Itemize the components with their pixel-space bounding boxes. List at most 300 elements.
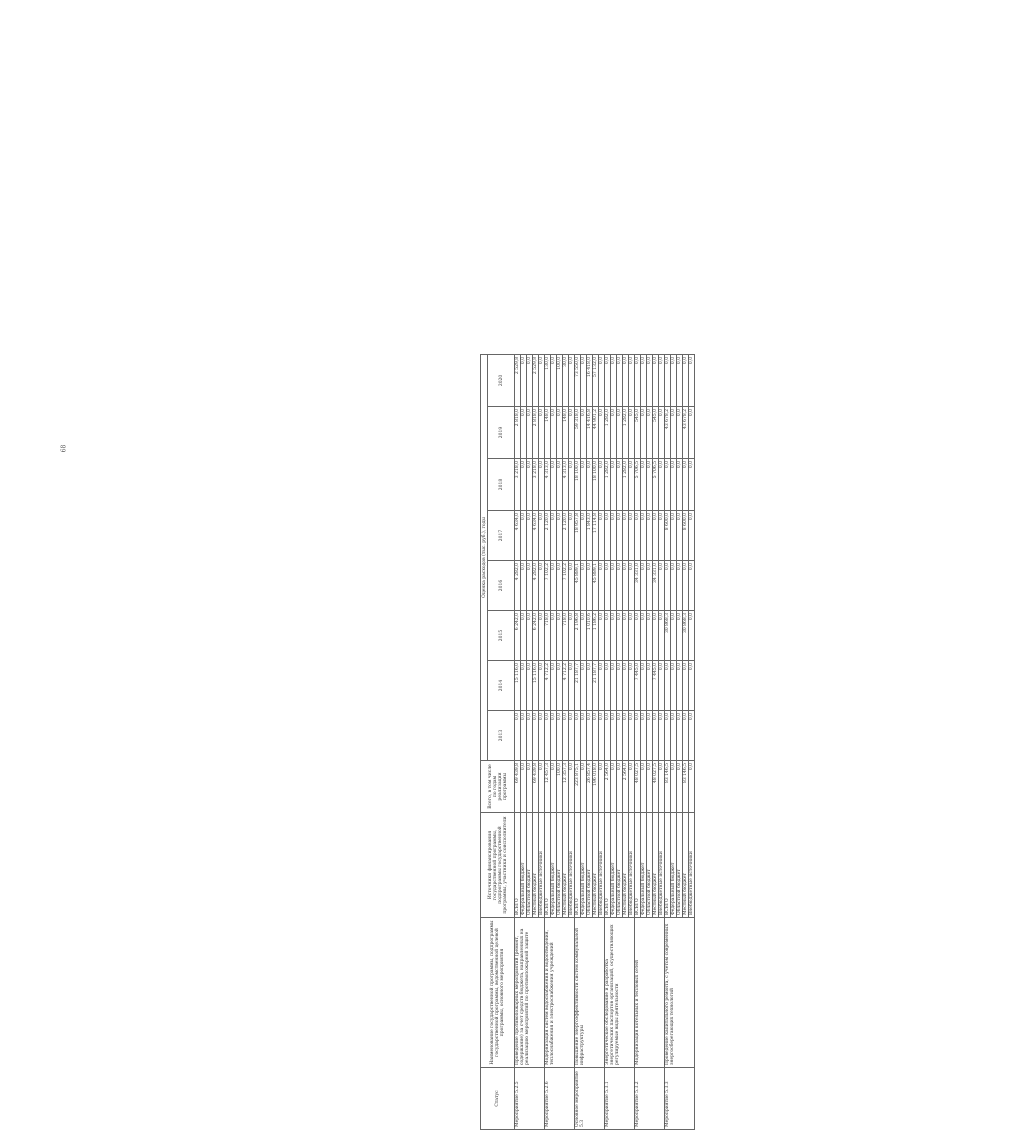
row-value: 0,0 xyxy=(617,661,623,711)
row-value: 0,0 xyxy=(539,611,545,661)
row-source: Внебюджетные источники xyxy=(599,813,605,918)
row-value: 1 186,2 xyxy=(593,611,599,661)
row-status: Мероприятие 5.3.3 xyxy=(665,1068,695,1130)
row-source: Областной бюджет xyxy=(587,813,593,918)
row-value: 0,0 xyxy=(539,761,545,813)
row-value: 0,0 xyxy=(689,561,695,611)
row-value: 18 100,0 xyxy=(575,459,581,511)
row-value: 4 634,0 xyxy=(533,511,539,561)
row-value: 0,0 xyxy=(647,711,653,761)
row-value: 0,0 xyxy=(641,561,647,611)
row-source: Местный бюджет xyxy=(593,813,599,918)
row-value: 0,0 xyxy=(557,459,563,511)
row-source: Местный бюджет xyxy=(653,813,659,918)
row-value: 0,0 xyxy=(617,354,623,406)
row-value: 2 564,0 xyxy=(623,761,629,813)
row-value: 0,0 xyxy=(659,354,665,406)
page-number: 68 xyxy=(60,444,68,453)
row-value: 0,0 xyxy=(611,354,617,406)
row-source: Областной бюджет xyxy=(617,813,623,918)
row-value: 18 100,0 xyxy=(593,459,599,511)
row-value: 30,0 xyxy=(563,354,569,406)
row-value: 0,0 xyxy=(599,611,605,661)
row-value: 2 529,8 xyxy=(533,354,539,406)
row-value: 0,0 xyxy=(557,511,563,561)
row-value: 0,0 xyxy=(689,354,695,406)
row-value: 0,0 xyxy=(683,561,689,611)
row-value: 0,0 xyxy=(623,611,629,661)
header-group: Оценка расходов (тыс. руб.), годы xyxy=(481,354,488,760)
row-value: 48 027,5 xyxy=(635,761,641,813)
row-value: 545,0 xyxy=(635,407,641,459)
row-source: Федеральный бюджет xyxy=(521,813,527,918)
row-value: 0,0 xyxy=(617,761,623,813)
row-value: 0,0 xyxy=(515,711,521,761)
row-value: 4 282,0 xyxy=(515,561,521,611)
header-name: Наименование государственной программы, подпрограммы государственной программы, ведомственной целевой программы, основного мероприятия xyxy=(481,918,515,1068)
row-value: 43 678,2 xyxy=(665,407,671,459)
row-value: 0,0 xyxy=(611,459,617,511)
row-value: 0,0 xyxy=(629,354,635,406)
row-value: 0,0 xyxy=(659,459,665,511)
row-value: 0,0 xyxy=(551,407,557,459)
row-value: 223 875,1 xyxy=(575,761,581,813)
row-value: 0,0 xyxy=(641,661,647,711)
row-value: 0,0 xyxy=(671,561,677,611)
row-value: 0,0 xyxy=(599,561,605,611)
row-source: Внебюджетные источники xyxy=(569,813,575,918)
row-status: Мероприятие 5.2.6 xyxy=(545,1068,575,1130)
row-value: 2 818,0 xyxy=(515,407,521,459)
row-value: 0,0 xyxy=(551,761,557,813)
row-value: 30 868,3 xyxy=(683,611,689,661)
row-value: 21 187,7 xyxy=(575,661,581,711)
row-value: 0,0 xyxy=(569,761,575,813)
row-value: 0,0 xyxy=(635,354,641,406)
row-value: 0,0 xyxy=(617,459,623,511)
row-value: 1 282,0 xyxy=(605,459,611,511)
row-value: 0,0 xyxy=(659,711,665,761)
row-value: 0,0 xyxy=(539,561,545,611)
row-value: 0,0 xyxy=(677,561,683,611)
header-year: 2013 xyxy=(488,711,515,761)
row-value: 0,0 xyxy=(587,459,593,511)
header-total: Всего, в том числе по годам реализации программы xyxy=(481,761,515,813)
row-value: 0,0 xyxy=(629,611,635,661)
row-value: 0,0 xyxy=(569,354,575,406)
row-value: 0,0 xyxy=(623,711,629,761)
row-value: 0,0 xyxy=(599,511,605,561)
row-value: 0,0 xyxy=(653,511,659,561)
row-value: 0,0 xyxy=(569,661,575,711)
row-source: Внебюджетные источники xyxy=(539,813,545,918)
row-value: 0,0 xyxy=(623,354,629,406)
row-value: 0,0 xyxy=(527,354,533,406)
row-value: 0,0 xyxy=(599,711,605,761)
header-year: 2019 xyxy=(488,407,515,459)
row-value: 5 706,5 xyxy=(635,459,641,511)
row-value: 0,0 xyxy=(641,459,647,511)
row-value: 0,0 xyxy=(677,761,683,813)
row-source: Внебюджетные источники xyxy=(689,813,695,918)
row-value: 0,0 xyxy=(539,711,545,761)
row-value: 0,0 xyxy=(569,511,575,561)
row-value: 0,0 xyxy=(551,711,557,761)
header-year: 2016 xyxy=(488,561,515,611)
row-value: 69 439,8 xyxy=(533,761,539,813)
row-source: Областной бюджет xyxy=(527,813,533,918)
row-value: 0,0 xyxy=(641,761,647,813)
row-value: 100,0 xyxy=(557,761,563,813)
row-value: 0,0 xyxy=(521,661,527,711)
row-value: 0,0 xyxy=(569,711,575,761)
row-value: 0,0 xyxy=(527,407,533,459)
header-year: 2017 xyxy=(488,511,515,561)
row-value: 0,0 xyxy=(587,711,593,761)
row-value: 0,0 xyxy=(551,354,557,406)
header-year: 2015 xyxy=(488,611,515,661)
row-value: 0,0 xyxy=(605,611,611,661)
row-source: ВСЕГО xyxy=(515,813,521,918)
header-year: 2018 xyxy=(488,459,515,511)
row-value: 45 889,1 xyxy=(593,561,599,611)
row-value: 0,0 xyxy=(671,459,677,511)
row-value: 0,0 xyxy=(689,711,695,761)
row-value: 48 027,5 xyxy=(653,761,659,813)
row-value: 0,0 xyxy=(647,354,653,406)
row-value: 0,0 xyxy=(521,407,527,459)
row-value: 0,0 xyxy=(677,661,683,711)
row-value: 0,0 xyxy=(647,511,653,561)
row-value: 2 196,8 xyxy=(575,611,581,661)
row-value: 0,0 xyxy=(599,459,605,511)
row-value: 0,0 xyxy=(641,354,647,406)
row-value: 0,0 xyxy=(557,611,563,661)
row-value: 0,0 xyxy=(569,611,575,661)
row-value: 0,0 xyxy=(677,611,683,661)
row-value: 0,0 xyxy=(677,354,683,406)
row-value: 0,0 xyxy=(665,561,671,611)
row-source: Внебюджетные источники xyxy=(659,813,665,918)
row-value: 0,0 xyxy=(611,511,617,561)
row-value: 17 114,8 xyxy=(593,511,599,561)
row-value: 0,0 xyxy=(617,561,623,611)
row-value: 3 218,0 xyxy=(533,459,539,511)
row-value: 0,0 xyxy=(665,459,671,511)
row-value: 148,0 xyxy=(545,407,551,459)
row-value: 2 564,0 xyxy=(605,761,611,813)
row-value: 43 678,2 xyxy=(683,407,689,459)
row-value: 0,0 xyxy=(527,761,533,813)
row-value: 0,0 xyxy=(689,761,695,813)
row-value: 4 634,0 xyxy=(515,511,521,561)
row-value: 0,0 xyxy=(521,761,527,813)
row-value: 0,0 xyxy=(551,611,557,661)
row-value: 100,0 xyxy=(557,354,563,406)
row-value: 26 857,4 xyxy=(587,761,593,813)
header-year: 2014 xyxy=(488,661,515,711)
row-value: 0,0 xyxy=(683,459,689,511)
row-value: 0,0 xyxy=(635,511,641,561)
row-source: Областной бюджет xyxy=(647,813,653,918)
row-value: 0,0 xyxy=(593,711,599,761)
row-value: 0,0 xyxy=(689,511,695,561)
row-source: ВСЕГО xyxy=(545,813,551,918)
header-year: 2020 xyxy=(488,354,515,406)
row-value: 0,0 xyxy=(635,611,641,661)
row-value: 0,0 xyxy=(653,611,659,661)
row-value: 0,0 xyxy=(671,354,677,406)
row-value: 12 357,3 xyxy=(563,761,569,813)
row-value: 0,0 xyxy=(557,407,563,459)
row-value: 0,0 xyxy=(605,561,611,611)
row-value: 0,0 xyxy=(611,711,617,761)
row-value: 0,0 xyxy=(653,711,659,761)
row-value: 0,0 xyxy=(623,511,629,561)
row-value: 0,0 xyxy=(659,511,665,561)
row-value: 0,0 xyxy=(581,407,587,459)
row-value: 0,0 xyxy=(533,711,539,761)
row-value: 1 843,0 xyxy=(587,511,593,561)
row-value: 0,0 xyxy=(683,661,689,711)
row-value: 34 331,0 xyxy=(635,561,641,611)
row-name: Модернизация котельных и тепловых сетей xyxy=(635,918,665,1068)
row-value: 1 282,0 xyxy=(623,407,629,459)
row-value: 0,0 xyxy=(611,611,617,661)
row-value: 0,0 xyxy=(629,459,635,511)
row-value: 0,0 xyxy=(527,459,533,511)
row-value: 0,0 xyxy=(677,711,683,761)
row-source: ВСЕГО xyxy=(665,813,671,918)
row-value: 0,0 xyxy=(641,407,647,459)
row-value: 0,0 xyxy=(581,711,587,761)
row-value: 0,0 xyxy=(605,661,611,711)
row-value: 0,0 xyxy=(527,611,533,661)
row-value: 0,0 xyxy=(653,354,659,406)
row-value: 0,0 xyxy=(521,611,527,661)
row-value: 0,0 xyxy=(629,661,635,711)
row-source: Областной бюджет xyxy=(677,813,683,918)
row-value: 0,0 xyxy=(647,561,653,611)
row-value: 0,0 xyxy=(647,459,653,511)
row-value: 0,0 xyxy=(677,407,683,459)
row-status: Мероприятие 5.2.5 xyxy=(515,1068,545,1130)
row-value: 0,0 xyxy=(647,407,653,459)
row-value: 0,0 xyxy=(563,711,569,761)
row-value: 0,0 xyxy=(605,511,611,561)
rotated-table-scan xyxy=(480,355,1030,1130)
budget-table xyxy=(480,354,695,1130)
row-value: 0,0 xyxy=(599,354,605,406)
row-value: 57 132,0 xyxy=(593,354,599,406)
row-value: 0,0 xyxy=(527,511,533,561)
row-value: 15 116,0 xyxy=(533,661,539,711)
row-value: 0,0 xyxy=(551,561,557,611)
row-source: ВСЕГО xyxy=(635,813,641,918)
row-value: 0,0 xyxy=(581,611,587,661)
row-value: 0,0 xyxy=(623,661,629,711)
row-value: 0,0 xyxy=(581,511,587,561)
row-source: ВСЕГО xyxy=(605,813,611,918)
row-value: 1 282,0 xyxy=(605,407,611,459)
row-value: 0,0 xyxy=(659,407,665,459)
row-value: 0,0 xyxy=(671,761,677,813)
row-status: Мероприятие 5.3.2 xyxy=(635,1068,665,1130)
row-value: 0,0 xyxy=(665,354,671,406)
row-value: 6 242,0 xyxy=(515,611,521,661)
row-value: 0,0 xyxy=(641,711,647,761)
row-value: 0,0 xyxy=(539,459,545,511)
row-source: Местный бюджет xyxy=(683,813,689,918)
row-status: Мероприятие 5.3.1 xyxy=(605,1068,635,1130)
row-value: 0,0 xyxy=(629,711,635,761)
row-name: Повышение энергоэффективности систем коммунальной инфраструктуры xyxy=(575,918,605,1068)
row-value: 0,0 xyxy=(551,459,557,511)
row-value: 0,0 xyxy=(611,661,617,711)
row-value: 30 868,3 xyxy=(665,611,671,661)
row-value: 0,0 xyxy=(689,459,695,511)
row-value: 148,0 xyxy=(563,407,569,459)
row-value: 0,0 xyxy=(611,561,617,611)
row-value: 545,0 xyxy=(653,407,659,459)
row-value: 0,0 xyxy=(641,511,647,561)
row-value: 7 102,2 xyxy=(545,561,551,611)
row-value: 4 282,0 xyxy=(533,561,539,611)
row-value: 0,0 xyxy=(551,511,557,561)
row-value: 2 120,0 xyxy=(545,511,551,561)
row-value: 0,0 xyxy=(659,611,665,661)
row-value: 5 706,5 xyxy=(653,459,659,511)
row-value: 0,0 xyxy=(599,761,605,813)
row-value: 196 018,0 xyxy=(593,761,599,813)
row-value: 0,0 xyxy=(671,611,677,661)
row-value: 0,0 xyxy=(617,511,623,561)
row-value: 1 010,6 xyxy=(587,611,593,661)
row-value: 3 218,0 xyxy=(515,459,521,511)
row-value: 0,0 xyxy=(599,407,605,459)
row-value: 0,0 xyxy=(629,561,635,611)
row-value: 0,0 xyxy=(569,561,575,611)
row-value: 0,0 xyxy=(629,761,635,813)
row-value: 0,0 xyxy=(689,611,695,661)
row-source: Местный бюджет xyxy=(533,813,539,918)
row-value: 0,0 xyxy=(665,711,671,761)
row-value: 0,0 xyxy=(557,561,563,611)
row-name: Проведение противопожарных мероприятий (ремонт, содержание) за счет средств бюджета, направленных на реализацию мероприятий по противопожарной защите xyxy=(515,918,545,1068)
header-sources: Источники финансирования государственной программы, подпрограммы государственной программы, участники и соисполнители xyxy=(481,813,515,918)
row-value: 0,0 xyxy=(689,407,695,459)
row-value: 2 529,8 xyxy=(515,354,521,406)
row-value: 7 102,2 xyxy=(563,561,569,611)
row-value: 0,0 xyxy=(521,459,527,511)
row-value: 0,0 xyxy=(659,761,665,813)
row-value: 0,0 xyxy=(545,711,551,761)
row-value: 0,0 xyxy=(557,711,563,761)
row-value: 4 712,2 xyxy=(563,661,569,711)
row-value: 6 242,0 xyxy=(533,611,539,661)
row-value: 0,0 xyxy=(539,511,545,561)
row-value: 0,0 xyxy=(665,661,671,711)
row-value: 0,0 xyxy=(581,354,587,406)
row-source: Федеральный бюджет xyxy=(671,813,677,918)
row-value: 0,0 xyxy=(521,511,527,561)
row-value: 0,0 xyxy=(629,511,635,561)
row-value: 0,0 xyxy=(611,407,617,459)
row-value: 0,0 xyxy=(677,511,683,561)
row-value: 0,0 xyxy=(683,354,689,406)
row-value: 0,0 xyxy=(551,661,557,711)
row-value: 0,0 xyxy=(539,354,545,406)
row-value: 0,0 xyxy=(617,611,623,661)
row-source: Областной бюджет xyxy=(557,813,563,918)
row-value: 16 418,0 xyxy=(587,354,593,406)
row-value: 0,0 xyxy=(575,711,581,761)
header-status: Статус xyxy=(481,1068,515,1130)
row-value: 4 712,2 xyxy=(545,661,551,711)
row-value: 718,0 xyxy=(545,611,551,661)
row-value: 2 120,0 xyxy=(563,511,569,561)
row-value: 0,0 xyxy=(569,407,575,459)
row-source: Федеральный бюджет xyxy=(581,813,587,918)
row-value: 73 550,0 xyxy=(575,354,581,406)
row-value: 7 445,0 xyxy=(635,661,641,711)
row-value: 0,0 xyxy=(629,407,635,459)
row-value: 0,0 xyxy=(617,711,623,761)
row-value: 0,0 xyxy=(647,661,653,711)
row-value: 8 600,0 xyxy=(683,511,689,561)
row-source: Федеральный бюджет xyxy=(641,813,647,918)
row-value: 2 818,0 xyxy=(533,407,539,459)
row-value: 34 331,0 xyxy=(653,561,659,611)
row-value: 0,0 xyxy=(521,354,527,406)
row-name: Модернизация систем водоснабжения и водоотведения, теплоснабжения и электроснабжения учреждений xyxy=(545,918,575,1068)
row-value: 4 313,0 xyxy=(563,459,569,511)
row-value: 0,0 xyxy=(671,407,677,459)
row-value: 0,0 xyxy=(581,761,587,813)
row-value: 0,0 xyxy=(647,611,653,661)
row-source: Внебюджетные источники xyxy=(629,813,635,918)
row-value: 0,0 xyxy=(587,661,593,711)
row-value: 0,0 xyxy=(527,711,533,761)
row-value: 0,0 xyxy=(611,761,617,813)
table-body xyxy=(515,354,695,1129)
row-value: 14 416,8 xyxy=(587,407,593,459)
row-value: 0,0 xyxy=(539,661,545,711)
row-value: 0,0 xyxy=(623,561,629,611)
row-value: 0,0 xyxy=(635,711,641,761)
row-value: 8 600,0 xyxy=(665,511,671,561)
row-value: 0,0 xyxy=(659,661,665,711)
row-value: 0,0 xyxy=(557,661,563,711)
row-value: 0,0 xyxy=(581,561,587,611)
row-value: 0,0 xyxy=(539,407,545,459)
row-source: Местный бюджет xyxy=(563,813,569,918)
row-value: 44 901,2 xyxy=(593,407,599,459)
row-value: 18 957,8 xyxy=(575,511,581,561)
row-value: 0,0 xyxy=(683,711,689,761)
row-value: 1 282,0 xyxy=(623,459,629,511)
row-value: 0,0 xyxy=(671,711,677,761)
row-value: 0,0 xyxy=(605,711,611,761)
row-value: 130,0 xyxy=(545,354,551,406)
row-value: 69 439,8 xyxy=(515,761,521,813)
row-value: 0,0 xyxy=(521,561,527,611)
row-value: 0,0 xyxy=(569,459,575,511)
row-value: 45 889,1 xyxy=(575,561,581,611)
row-source: ВСЕГО xyxy=(575,813,581,918)
row-value: 0,0 xyxy=(587,561,593,611)
row-value: 718,0 xyxy=(563,611,569,661)
